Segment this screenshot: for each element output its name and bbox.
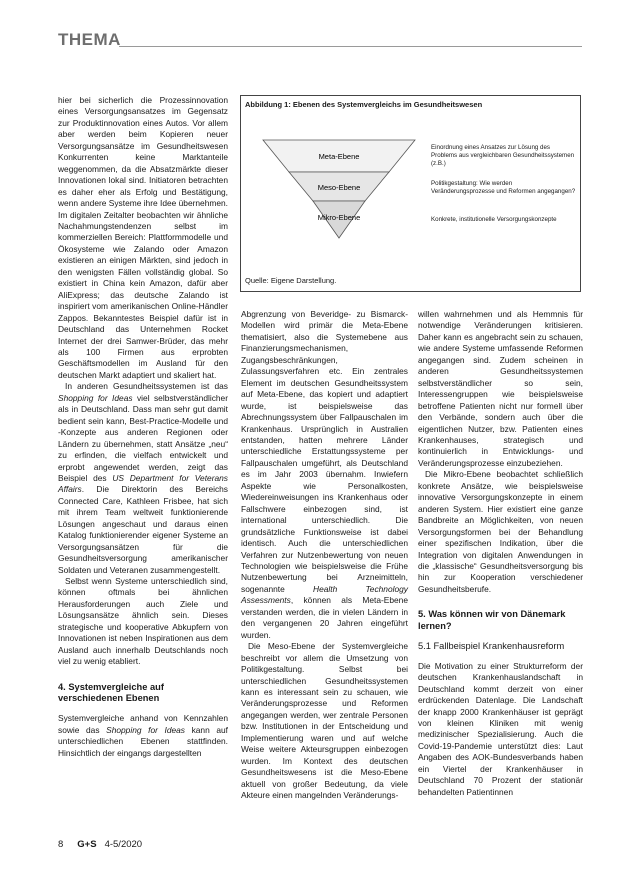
paragraph: hier bei sicherlich die Prozessinnovation eines Versorgungsansatzes im Gegensatz zur Produktinnovation eines Autos. Vor allem aber werden beim Kopieren neuer Versorgungsansätze im Gesundheitswesen Konkurrenten keine Marktanteile weggenommen, da die Absatzmärkte dieser Innovationen lokal sind. Initiatoren betrachten es daher eher als Erfolg und Bestätigung, wenn andere Systeme ihre Idee übernehmen. Im digitalen Zeitalter beobachten wir ähnliche Nachahmungstendenzen selbst im kommerziellen Bereich: Plattformmodelle und Ökosysteme wie Zalando oder Amazon existieren an einigen Märkten, sind jedoch in den wenigsten Fällen vollständig global. So existiert in China kein Amazon, dafür aber AliExpress; das deutsche Zalando ist inspiriert vom amerikanischen Online-Händler Zappos. Bekanntestes Beispiel dafür ist in Deutschland das Unternehmen Rocket Internet der drei Samwer-Brüder, das mehr als 100 Firmen aus erprobten Geschäftsmodellen im Ausland für den deutschen Markt adaptiert und skaliert hat. bbox=[58, 95, 228, 380]
page-number: 8 bbox=[58, 839, 64, 850]
text-run: Abgrenzung von Beveridge- zu Bismarck-Modellen wird primär die Meta-Ebene thematisiert, also die Systemebene aus Finanzierungsmechanismen, Zugangsbeschränkungen, Zulassungsverfahren etc. Ein zentrales Element im deutschen Gesundheitssystem auf Meta-Ebene, das kopiert und adaptiert wurde, ist beispielsweise das Abrechnungssystem über Fallpauschalen im Krankenhaus. Ursprünglich in Australien entstanden, hatten mehrere Länder unterschiedliche Erstattungssysteme per Fallpauschalen umgeführt, als Deutschland es im Jahr 2003 übernahm. Inwiefern Aspekte wie Personalkosten, Wiedereinweisungen ins Krankenhaus oder Fallschwere einbezogen sind, ist international unterschiedlich. Die grundsätzliche Funktionsweise ist dabei identisch. Auch die unterschiedlichen Verfahren zur Nutzenbewertung von neuen Technologien wie beispielsweise die Frühe Nutzenbewertung bei Arzneimitteln, sogenannte bbox=[241, 309, 408, 594]
paragraph: willen wahrnehmen und als Hemmnis für notwendige Veränderungen kritisieren. Daher kann es angebracht sein zu schauen, wie andere Systeme umfassende Reformen angegangen sind. Zudem scheinen in anderen Gesundheitssystemen selbstverständlicher so sein, Interessengruppen wie beispielsweise betroffene Patienten nicht nur formell über den Verbände, sondern auch über die eigentlichen Nutzer, bzw. Patienten eines Krankenhauses, strategisch und kontinuierlich in Entwicklungs- und Veränderungsprozesse einzubeziehen. bbox=[418, 309, 583, 468]
text-run: . Die Direktorin des Bereichs Connected Care, Kathleen Frisbee, hat sich mit ihrem Team weltweit funktionierende Lösungen angeschaut und daraus einen Katalog funktionierender eigener Systeme an Versorgungsansätzen für die Gesundheitsversorgung amerikanischer Soldaten und Veteranen zusammengestellt. bbox=[58, 484, 228, 575]
level-label-meta: Meta-Ebene bbox=[318, 152, 360, 161]
column-2 bbox=[241, 309, 408, 801]
level-description-meta: Einordnung eines Ansatzes zur Lösung des Problems aus vergleichbaren Gesundheitssystemen (z.B.) bbox=[431, 144, 575, 167]
pyramid-diagram bbox=[241, 96, 582, 293]
paragraph: Selbst wenn Systeme unterschiedlich sind, können oftmals bei ähnlichen Herausforderungen auch Ziele und Lösungsansätze ähnlich sein. Dieses strategische und kooperative Abkupfern von Innovationen ist neben Inspirationen aus dem Ausland auch innerhalb Deutschlands noch viel zu wenig etabliert. bbox=[58, 576, 228, 667]
section-heading: 5. Was können wir von Dänemark lernen? bbox=[418, 609, 566, 632]
paragraph bbox=[241, 309, 408, 641]
emphasis-text: Shopping for Ideas bbox=[106, 724, 185, 735]
paragraph bbox=[58, 713, 228, 759]
section-heading: 4. Systemvergleiche auf verschiedenen Ebenen bbox=[58, 681, 164, 704]
magazine-name: G+S bbox=[77, 839, 97, 850]
paragraph bbox=[58, 381, 228, 576]
emphasis-text: Shopping for Ideas bbox=[58, 392, 133, 403]
section-title: THEMA bbox=[58, 30, 121, 49]
paragraph: Die Mikro-Ebene beobachtet schließlich konkrete Ansätze, wie beispielsweise innovative Versorgungskonzepte in einem anderen System. Hier existiert eine ganze Bandbreite an Möglichkeiten, von neuen Versorgungsformen bei der Behandlung einer spezifischen Indikation, über die Integration von digitalen Anwendungen in die „klassische“ Gesundheitsversorgung bis hin zur Kooperation verschiedener Gesundheitsberufe. bbox=[418, 469, 583, 594]
level-description-mikro: Konkrete, institutionelle Versorgungskonzepte bbox=[431, 216, 557, 223]
header-rule bbox=[119, 46, 582, 47]
paragraph: Die Motivation zu einer Strukturreform der deutschen Krankenhauslandschaft in Deutschland kommt derzeit von einer erdrückenden Datenlage. Die Landschaft der knapp 2000 Krankenhäuser ist geprägt von kleinen Kliniken mit wenig medizinischer Spezialisierung. Auch die Covid-19-Pandemie unterstützt dies: Laut Angaben des AOK-Bundesverbands haben ein Viertel der Krankenhäuser in Deutschland 70 Prozent der stationär behandelten Patientinnen bbox=[418, 660, 583, 797]
figure-source: Quelle: Eigene Darstellung. bbox=[245, 276, 337, 285]
figure-box bbox=[240, 95, 581, 292]
column-3 bbox=[418, 309, 583, 798]
issue-number: 4-5/2020 bbox=[104, 839, 143, 850]
column-1 bbox=[58, 95, 228, 759]
level-label-mikro: Mikro-Ebene bbox=[317, 213, 361, 222]
page-footer bbox=[58, 839, 142, 850]
emphasis-text: US Department for Veterans Affairs bbox=[58, 472, 228, 495]
text-run: Systemvergleiche anhand von Kennzahlen sowie das bbox=[58, 713, 228, 735]
text-run: viel selbstverständlicher als in Deutschland. Dass man sehr gut damit bedient sein kann, Best-Practice-Modelle und -Konzepte aus anderen Regionen oder Ländern zu übernehmen, statt Ansätze „neu“ zu erfinden, die vielfach entwickelt und erprobt angewendet werden, zeigt das Beispiel des bbox=[58, 392, 229, 483]
text-run: , können als Meta-Ebene verstanden werden, die in vielen Ländern in den vergangenen 20 Jahren eingeführt wurden. bbox=[241, 595, 408, 640]
subsection-heading: 5.1 Fallbeispiel Krankenhausreform bbox=[418, 640, 565, 651]
text-run: kann auf unterschiedlichen Ebenen stattfinden. Hinsichtlich der eingangs dargestellten bbox=[58, 724, 228, 758]
figure-title: Abbildung 1: Ebenen des Systemvergleichs im Gesundheitswesen bbox=[245, 100, 483, 109]
level-description-meso: Politikgestaltung: Wie werden Veränderungsprozesse und Reformen angegangen? bbox=[431, 180, 576, 195]
emphasis-text: Health Technology Assessments bbox=[241, 583, 408, 606]
paragraph: Die Meso-Ebene der Systemvergleiche beschreibt vor allem die Umsetzung von Politikgestaltung. Selbst bei unterschiedlichen Gesundheitssystemen kann es interessant sein zu schauen, wie Veränderungsprozesse und Reformen angegangen werden, wer zentrale Personen bzw. Institutionen in der Entscheidung und Implementierung waren und auf welche Weise weitere Akteursgruppen einbezogen wurden. Im Kontext des deutschen Gesundheitswesens ist die Meso-Ebene aktuell von großer Bedeutung, da viele Akteure einen mangelnden Veränderungs- bbox=[241, 641, 408, 801]
text-run: In anderen Gesundheitssystemen ist das bbox=[65, 381, 228, 392]
level-label-meso: Meso-Ebene bbox=[317, 183, 361, 192]
